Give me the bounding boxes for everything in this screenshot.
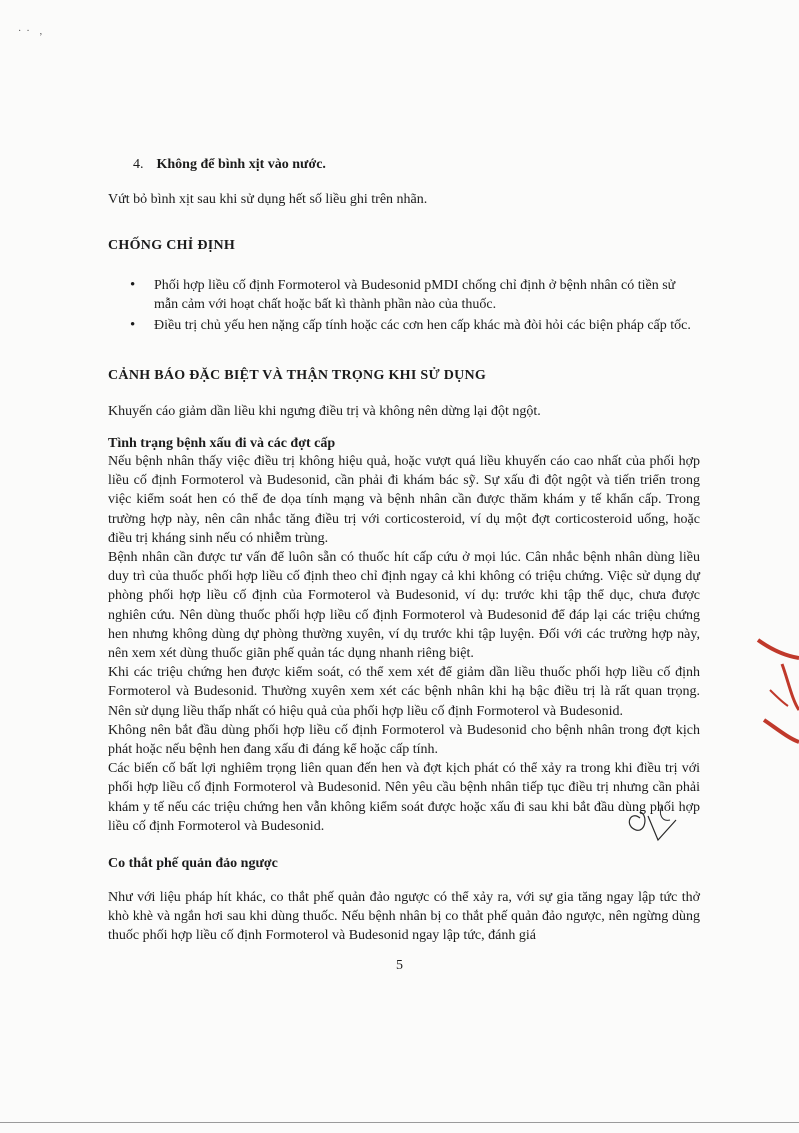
worsening-paragraph: Nếu bệnh nhân thấy việc điều trị không hiệu quả, hoặc vượt quá liều khuyến cáo cao nhất của phối hợp liều cố định Formoterol và Budesonid, cần phải đi khám bác sỹ. Sự xấu đi đột ngột và tiến triển trong việc kiểm soát hen có thể đe dọa tính mạng và bệnh nhân cần được thăm khám y tế khẩn cấp. Trong trường hợp này, nên cân nhắc tăng điều trị với corticosteroid, ví dụ một đợt corticosteroid uống, hoặc điều trị kháng sinh nếu có nhiễm trùng. (108, 454, 700, 546)
item-number: 4. (133, 157, 144, 172)
red-stamp-fragment (752, 620, 799, 750)
page-number: 5 (396, 958, 403, 973)
contraindications-heading: CHỐNG CHỈ ĐỊNH (108, 238, 236, 253)
worsening-paragraph: Bệnh nhân cần được tư vấn để luôn sẵn có thuốc hít cấp cứu ở mọi lúc. Cân nhắc bệnh nhân dùng liều duy trì của thuốc phối hợp liều cố định theo chỉ định ngay cả khi không có triệu chứng. Việc sử dụng dự phòng phối hợp liều cố định của Formoterol và Budesonid, ví dụ: trước khi tập thể dục, chưa được nghiên cứu. Nên dùng thuốc phối hợp liều cố định Formoterol và Budesonid để đáp lại các triệu chứng hen nhưng không dùng dự phòng thường xuyên, ví dụ trước khi tập luyện. Đối với các trường hợp này, nên xem xét dùng thuốc giãn phế quản tác dụng nhanh riêng biệt. (108, 550, 700, 662)
numbered-item-4 (133, 155, 326, 175)
worsening-heading: Tình trạng bệnh xấu đi và các đợt cấp (108, 436, 336, 451)
page-bottom-edge (0, 1122, 799, 1123)
scan-specks: · · , (18, 26, 43, 37)
worsening-paragraph: Không nên bắt đầu dùng phối hợp liều cố định Formoterol và Budesonid cho bệnh nhân trong đợt kịch phát hoặc nếu bệnh hen đang xấu đi đáng kể hoặc cấp tính. (108, 722, 700, 758)
contraindications-list (130, 276, 700, 337)
worsening-paragraph: Các biến cố bất lợi nghiêm trọng liên quan đến hen và đợt kịch phát có thể xảy ra trong khi điều trị với phối hợp liều cố định Formoterol và Budesonid. Nên yêu cầu bệnh nhân tiếp tục điều trị nhưng cần phải khám y tế nếu các triệu chứng hen vẫn không kiểm soát được hoặc xấu đi sau khi bắt đầu dùng phối hợp liều cố định Formoterol và Budesonid. (108, 761, 700, 834)
worsening-text (108, 452, 700, 836)
item-text: Không để bình xịt vào nước. (156, 157, 326, 172)
handwritten-initials-mark (618, 800, 698, 850)
disposal-note: Vứt bỏ bình xịt sau khi sử dụng hết số liều ghi trên nhãn. (108, 192, 428, 207)
bronchospasm-text: Như với liệu pháp hít khác, co thắt phế quản đảo ngược có thể xảy ra, với sự gia tăng ngay lập tức thở khò khè và ngắn hơi sau khi dùng thuốc. Nếu bệnh nhân bị co thắt phế quản đảo ngược, nên ngừng dùng thuốc phối hợp liều cố định Formoterol và Budesonid ngay lập tức, đánh giá (108, 890, 700, 944)
contraindication-item: • Phối hợp liều cố định Formoterol và Budesonid pMDI chống chỉ định ở bệnh nhân có tiền sử mẫn cảm với hoạt chất hoặc bất kì thành phần nào của thuốc. (130, 276, 700, 314)
worsening-paragraph: Khi các triệu chứng hen được kiểm soát, có thể xem xét để giảm dần liều thuốc phối hợp liều cố định Formoterol và Budesonid. Thường xuyên xem xét các bệnh nhân khi hạ bậc điều trị là rất quan trọng. Nên sử dụng liều thấp nhất có hiệu quả của phối hợp liều cố định Formoterol và Budesonid. (108, 665, 700, 719)
warnings-heading: CẢNH BÁO ĐẶC BIỆT VÀ THẬN TRỌNG KHI SỬ DỤNG (108, 368, 487, 383)
warnings-intro: Khuyến cáo giảm dần liều khi ngưng điều trị và không nên dừng lại đột ngột. (108, 404, 541, 419)
contraindication-item: • Điều trị chủ yếu hen nặng cấp tính hoặc các cơn hen cấp khác mà đòi hỏi các biện pháp cấp tốc. (130, 316, 700, 335)
bronchospasm-heading: Co thắt phế quản đảo ngược (108, 856, 278, 871)
